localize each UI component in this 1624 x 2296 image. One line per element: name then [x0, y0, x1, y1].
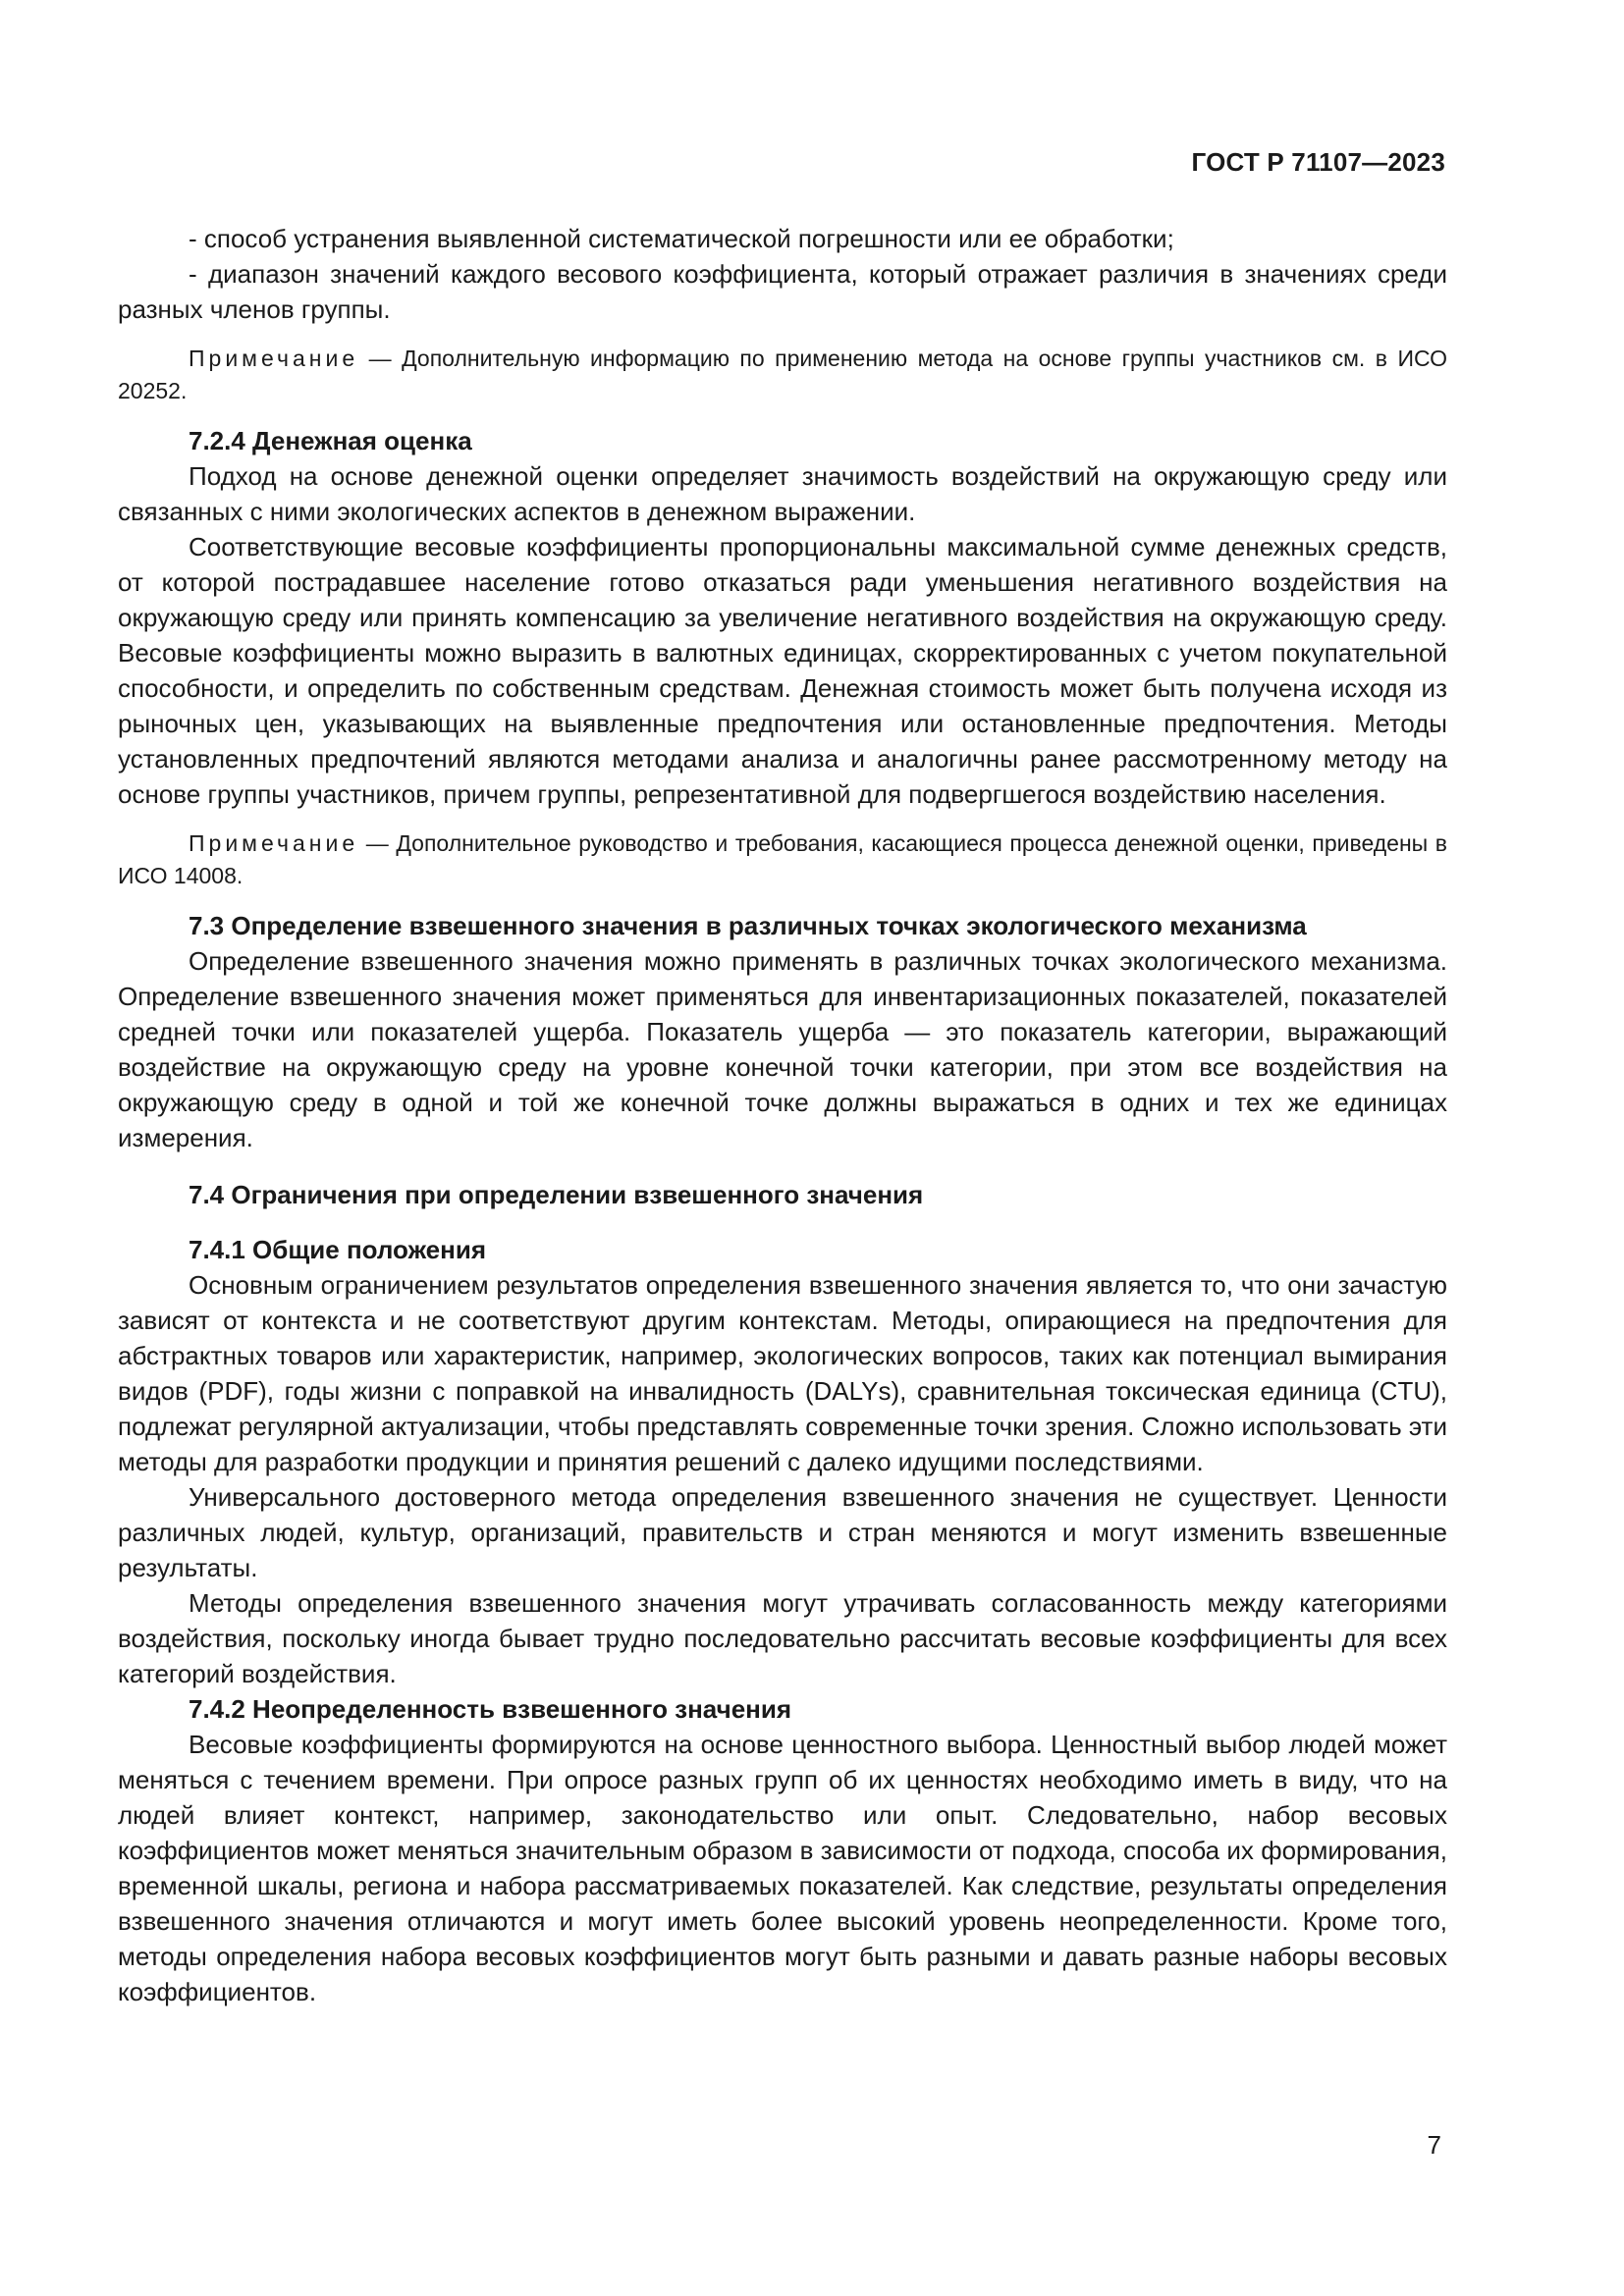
heading-7-4-2: 7.4.2 Неопределенность взвешенного значения: [189, 1694, 792, 1724]
document-code: ГОСТ Р 71107—2023: [1191, 147, 1445, 177]
list-item-2: - диапазон значений каждого весового коэффициента, который отражает различия в значениях среди разных членов группы.: [118, 259, 1447, 324]
paragraph: Универсального достоверного метода определения взвешенного значения не существует. Ценности различных людей, культур, организаций, правительств и стран меняются и могут изменить взвешенные результаты.: [118, 1482, 1447, 1582]
note-1: [118, 343, 1447, 407]
paragraph: Методы определения взвешенного значения могут утрачивать согласованность между категориями воздействия, поскольку иногда бывает трудно последовательно рассчитать весовые коэффициенты для всех категорий воздействия.: [118, 1588, 1447, 1688]
paragraph: Соответствующие весовые коэффициенты пропорциональны максимальной сумме денежных средств, от которой пострадавшее население готово отказаться ради уменьшения негативного воздействия на окружающую среду или принять компенсацию за увеличение негативного воздействия на окружающую среду. Весовые коэффициенты можно выразить в валютных единицах, скорректированных с учетом покупательной способности, и определить по собственным средствам. Денежная стоимость может быть получена исходя из рыночных цен, указывающих на выявленные предпочтения или остановленные предпочтения. Методы установленных предпочтений являются методами анализа и аналогичны ранее рассмотренному методу на основе группы участников, причем группы, репрезентативной для подвергшегося воздействию населения.: [118, 532, 1447, 809]
list-item-1: - способ устранения выявленной систематической погрешности или ее обработки;: [189, 224, 1174, 253]
page-content: [118, 221, 1447, 2009]
paragraph: Определение взвешенного значения можно применять в различных точках экологического механизма. Определение взвешенного значения может применяться для инвентаризационных показателей, показателей средней точки или показателей ущерба. Показатель ущерба — это показатель категории, выражающий воздействие на окружающую среду на уровне конечной точки категории, при этом все воздействия на окружающую среду в одной и той же конечной точке должны выражаться в одних и тех же единицах измерения.: [118, 946, 1447, 1152]
note-2: [118, 828, 1447, 892]
note-label: Примечание: [189, 830, 359, 856]
heading-7-3: 7.3 Определение взвешенного значения в различных точках экологического механизма: [189, 911, 1307, 940]
note-label: Примечание: [189, 346, 359, 371]
note-text: — Дополнительную информацию по применению метода на основе группы участников см. в ИСО 20252.: [118, 346, 1447, 403]
paragraph: Весовые коэффициенты формируются на основе ценностного выбора. Ценностный выбор людей может меняться с течением времени. При опросе разных групп об их ценностях необходимо иметь в виду, что на людей влияет контекст, например, законодательство или опыт. Следовательно, набор весовых коэффициентов может меняться значительным образом в зависимости от подхода, способа их формирования, временной шкалы, региона и набора рассматриваемых показателей. Как следствие, результаты определения взвешенного значения отличаются и могут иметь более высокий уровень неопределенности. Кроме того, методы определения набора весовых коэффициентов могут быть разными и давать разные наборы весовых коэффициентов.: [118, 1730, 1447, 2006]
heading-7-4: 7.4 Ограничения при определении взвешенного значения: [189, 1180, 924, 1209]
paragraph: Подход на основе денежной оценки определяет значимость воздействий на окружающую среду или связанных с ними экологических аспектов в денежном выражении.: [118, 461, 1447, 526]
heading-7-4-1: 7.4.1 Общие положения: [189, 1235, 486, 1264]
page-number: 7: [1427, 2130, 1441, 2160]
heading-7-2-4: 7.2.4 Денежная оценка: [189, 426, 472, 455]
paragraph: Основным ограничением результатов определения взвешенного значения является то, что они зачастую зависят от контекста и не соответствуют другим контекстам. Методы, опирающиеся на предпочтения для абстрактных товаров или характеристик, например, экологических вопросов, таких как потенциал вымирания видов (PDF), годы жизни с поправкой на инвалидность (DALYs), сравнительная токсическая единица (CTU), подлежат регулярной актуализации, чтобы представлять современные точки зрения. Сложно использовать эти методы для разработки продукции и принятия решений с далеко идущими последствиями.: [118, 1270, 1447, 1476]
note-text: — Дополнительное руководство и требования, касающиеся процесса денежной оценки, приведены в ИСО 14008.: [118, 830, 1447, 888]
